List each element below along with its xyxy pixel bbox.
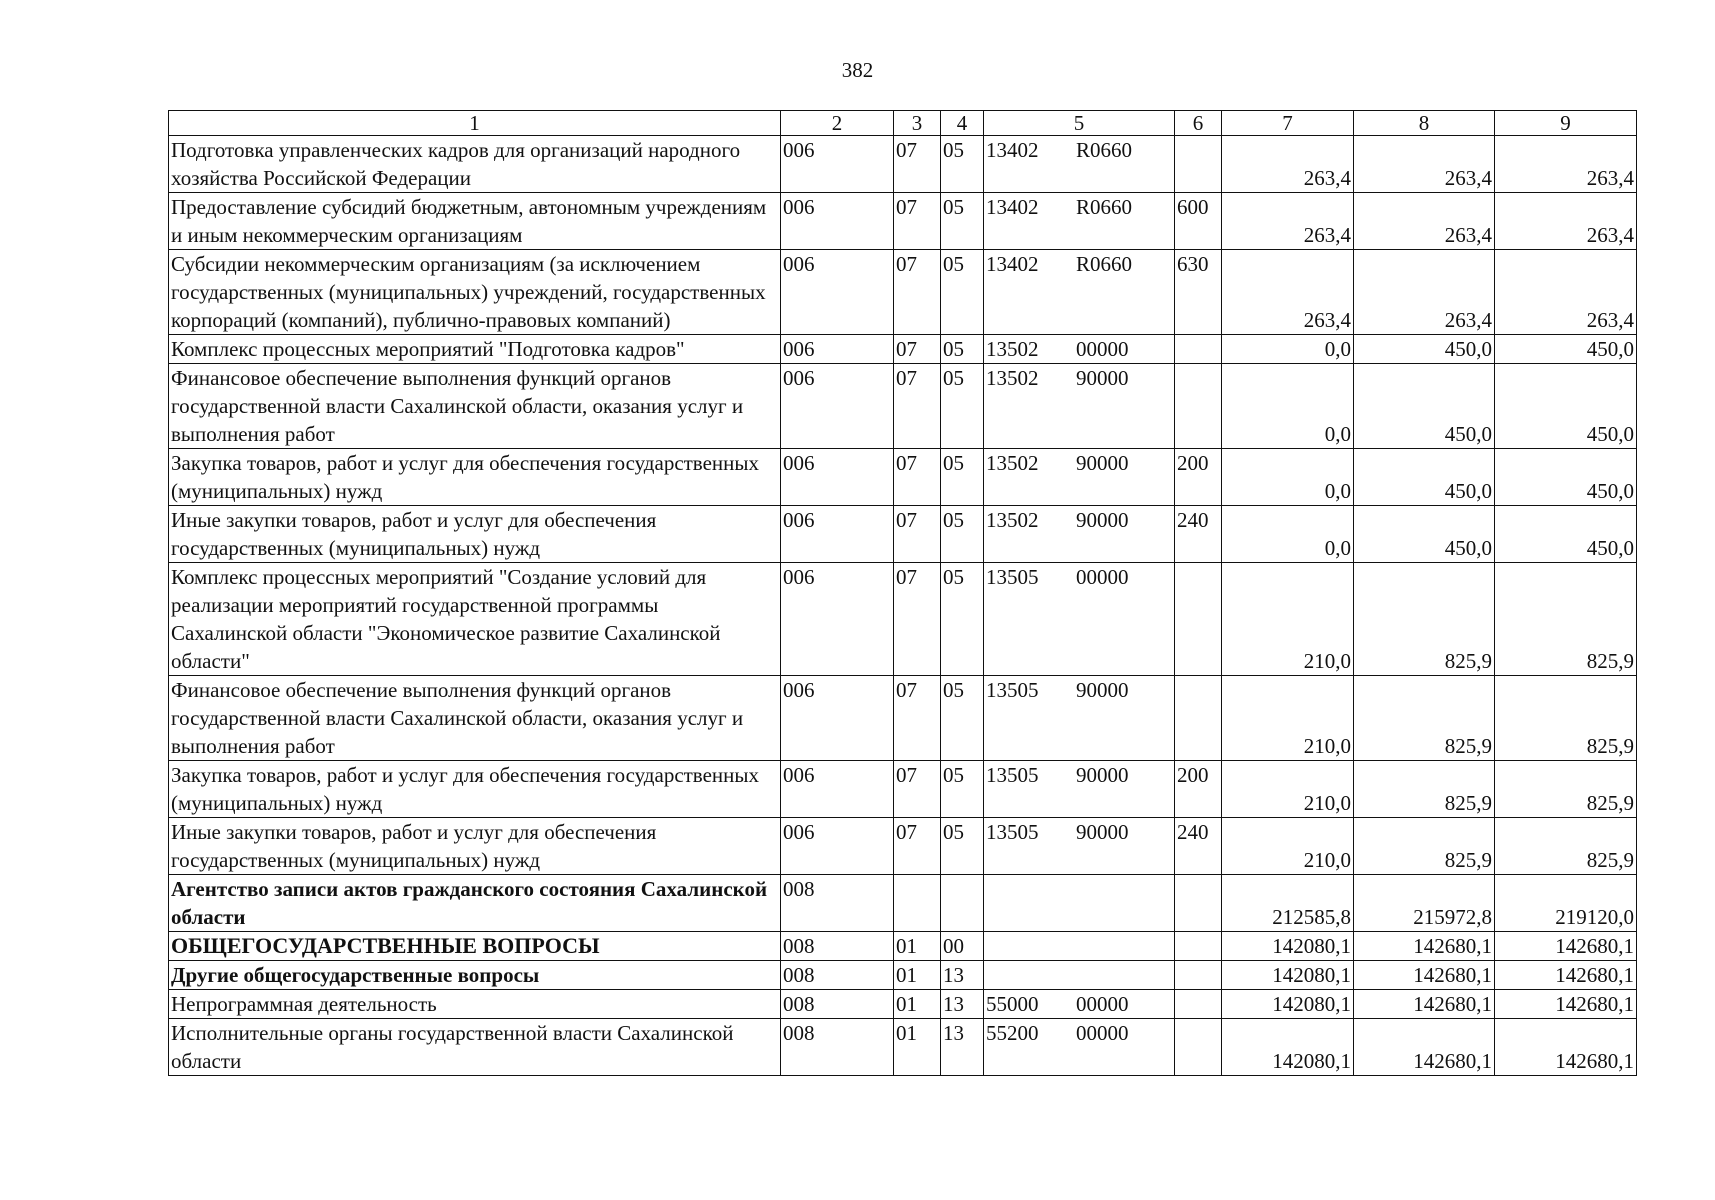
target-article-direction-code: 00000 <box>1076 1021 1129 1045</box>
amount-col7-cell: 0,0 <box>1222 335 1354 364</box>
amount-col7-cell: 142080,1 <box>1222 932 1354 961</box>
row-name-cell: Финансовое обеспечение выполнения функций органов государственной власти Сахалинской области, оказания услуг и выполнения работ <box>169 364 781 449</box>
ministry-code-cell: 008 <box>781 990 894 1019</box>
ministry-code-cell: 006 <box>781 761 894 818</box>
target-article-cell <box>984 449 1175 506</box>
amount-col7-cell: 263,4 <box>1222 250 1354 335</box>
amount-col8-cell: 142680,1 <box>1354 932 1495 961</box>
subsection-code-cell: 05 <box>941 818 984 875</box>
amount-col8-cell: 450,0 <box>1354 449 1495 506</box>
subsection-code-cell: 05 <box>941 506 984 563</box>
amount-col7-cell: 212585,8 <box>1222 875 1354 932</box>
expense-type-cell <box>1175 136 1222 193</box>
section-code-cell: 07 <box>894 506 941 563</box>
amount-col9-cell: 142680,1 <box>1495 961 1637 990</box>
target-article-cell <box>984 932 1175 961</box>
table-row <box>169 250 1637 335</box>
target-article-cell <box>984 136 1175 193</box>
target-article-program-code: 13505 <box>986 820 1039 844</box>
section-code-cell: 07 <box>894 676 941 761</box>
table-row <box>169 1019 1637 1076</box>
expense-type-cell <box>1175 1019 1222 1076</box>
table-row <box>169 136 1637 193</box>
target-article-direction-code: R0660 <box>1076 252 1133 276</box>
ministry-code-cell: 008 <box>781 932 894 961</box>
subsection-code-cell: 05 <box>941 563 984 676</box>
expense-type-cell <box>1175 563 1222 676</box>
target-article-program-code: 13502 <box>986 366 1039 390</box>
subsection-code-cell: 05 <box>941 364 984 449</box>
target-article-program-code: 13502 <box>986 451 1039 475</box>
budget-table <box>168 110 1637 1076</box>
ministry-code-cell: 006 <box>781 193 894 250</box>
row-name-cell: Другие общегосударственные вопросы <box>169 961 781 990</box>
amount-col7-cell: 210,0 <box>1222 818 1354 875</box>
amount-col7-cell: 210,0 <box>1222 563 1354 676</box>
amount-col7-cell: 210,0 <box>1222 761 1354 818</box>
row-name-cell: Субсидии некоммерческим организациям (за исключением государственных (муниципальных) учреждений, государственных корпораций (компаний), публично-правовых компаний) <box>169 250 781 335</box>
amount-col9-cell: 825,9 <box>1495 761 1637 818</box>
target-article-cell <box>984 563 1175 676</box>
target-article-cell <box>984 364 1175 449</box>
column-header-4: 4 <box>941 111 984 136</box>
subsection-code-cell: 05 <box>941 761 984 818</box>
section-code-cell: 07 <box>894 563 941 676</box>
ministry-code-cell: 006 <box>781 818 894 875</box>
expense-type-cell: 200 <box>1175 761 1222 818</box>
subsection-code-cell: 13 <box>941 961 984 990</box>
amount-col8-cell: 215972,8 <box>1354 875 1495 932</box>
section-code-cell: 07 <box>894 136 941 193</box>
subsection-code-cell: 05 <box>941 136 984 193</box>
amount-col8-cell: 142680,1 <box>1354 990 1495 1019</box>
amount-col8-cell: 263,4 <box>1354 193 1495 250</box>
row-name-cell: Иные закупки товаров, работ и услуг для обеспечения государственных (муниципальных) нужд <box>169 818 781 875</box>
target-article-direction-code: 90000 <box>1076 451 1129 475</box>
amount-col8-cell: 263,4 <box>1354 136 1495 193</box>
row-name-cell: Комплекс процессных мероприятий "Создание условий для реализации мероприятий государственной программы Сахалинской области "Экономическое развитие Сахалинской области" <box>169 563 781 676</box>
row-name-cell: ОБЩЕГОСУДАРСТВЕННЫЕ ВОПРОСЫ <box>169 932 781 961</box>
ministry-code-cell: 006 <box>781 506 894 563</box>
column-header-5: 5 <box>984 111 1175 136</box>
target-article-cell <box>984 818 1175 875</box>
target-article-program-code: 13402 <box>986 138 1039 162</box>
amount-col9-cell: 450,0 <box>1495 335 1637 364</box>
target-article-cell <box>984 335 1175 364</box>
amount-col9-cell: 450,0 <box>1495 449 1637 506</box>
amount-col8-cell: 825,9 <box>1354 818 1495 875</box>
column-header-9: 9 <box>1495 111 1637 136</box>
amount-col8-cell: 263,4 <box>1354 250 1495 335</box>
subsection-code-cell: 00 <box>941 932 984 961</box>
expense-type-cell: 240 <box>1175 818 1222 875</box>
target-article-direction-code: 00000 <box>1076 992 1129 1016</box>
section-code-cell: 07 <box>894 193 941 250</box>
row-name-cell: Закупка товаров, работ и услуг для обеспечения государственных (муниципальных) нужд <box>169 449 781 506</box>
expense-type-cell: 200 <box>1175 449 1222 506</box>
amount-col7-cell: 0,0 <box>1222 364 1354 449</box>
ministry-code-cell: 006 <box>781 676 894 761</box>
target-article-direction-code: R0660 <box>1076 195 1133 219</box>
target-article-cell <box>984 193 1175 250</box>
ministry-code-cell: 006 <box>781 250 894 335</box>
table-body <box>169 136 1637 1076</box>
target-article-program-code: 55000 <box>986 992 1039 1016</box>
subsection-code-cell <box>941 875 984 932</box>
target-article-program-code: 13502 <box>986 508 1039 532</box>
amount-col7-cell: 263,4 <box>1222 136 1354 193</box>
section-code-cell: 07 <box>894 818 941 875</box>
amount-col7-cell: 142080,1 <box>1222 1019 1354 1076</box>
target-article-cell <box>984 875 1175 932</box>
section-code-cell: 07 <box>894 250 941 335</box>
expense-type-cell <box>1175 932 1222 961</box>
amount-col9-cell: 219120,0 <box>1495 875 1637 932</box>
target-article-program-code: 13402 <box>986 195 1039 219</box>
target-article-program-code: 13402 <box>986 252 1039 276</box>
target-article-program-code: 55200 <box>986 1021 1039 1045</box>
subsection-code-cell: 05 <box>941 676 984 761</box>
expense-type-cell: 630 <box>1175 250 1222 335</box>
target-article-direction-code: 90000 <box>1076 678 1129 702</box>
table-row <box>169 676 1637 761</box>
column-header-7: 7 <box>1222 111 1354 136</box>
target-article-direction-code: R0660 <box>1076 138 1133 162</box>
amount-col8-cell: 450,0 <box>1354 335 1495 364</box>
target-article-cell <box>984 961 1175 990</box>
table-row <box>169 961 1637 990</box>
section-code-cell: 07 <box>894 761 941 818</box>
ministry-code-cell: 008 <box>781 875 894 932</box>
expense-type-cell <box>1175 364 1222 449</box>
table-row <box>169 506 1637 563</box>
target-article-program-code: 13502 <box>986 337 1039 361</box>
amount-col7-cell: 142080,1 <box>1222 961 1354 990</box>
target-article-direction-code: 00000 <box>1076 337 1129 361</box>
section-code-cell: 07 <box>894 449 941 506</box>
amount-col8-cell: 825,9 <box>1354 676 1495 761</box>
amount-col8-cell: 825,9 <box>1354 761 1495 818</box>
table-row <box>169 761 1637 818</box>
table-row <box>169 335 1637 364</box>
section-code-cell: 01 <box>894 961 941 990</box>
column-header-3: 3 <box>894 111 941 136</box>
amount-col9-cell: 825,9 <box>1495 818 1637 875</box>
expense-type-cell <box>1175 875 1222 932</box>
amount-col8-cell: 142680,1 <box>1354 1019 1495 1076</box>
section-code-cell: 01 <box>894 990 941 1019</box>
amount-col7-cell: 0,0 <box>1222 449 1354 506</box>
amount-col9-cell: 142680,1 <box>1495 990 1637 1019</box>
row-name-cell: Комплекс процессных мероприятий "Подготовка кадров" <box>169 335 781 364</box>
target-article-cell <box>984 676 1175 761</box>
amount-col7-cell: 210,0 <box>1222 676 1354 761</box>
row-name-cell: Предоставление субсидий бюджетным, автономным учреждениям и иным некоммерческим организациям <box>169 193 781 250</box>
amount-col9-cell: 142680,1 <box>1495 1019 1637 1076</box>
amount-col8-cell: 825,9 <box>1354 563 1495 676</box>
subsection-code-cell: 05 <box>941 250 984 335</box>
column-header-2: 2 <box>781 111 894 136</box>
section-code-cell: 01 <box>894 1019 941 1076</box>
amount-col7-cell: 142080,1 <box>1222 990 1354 1019</box>
subsection-code-cell: 05 <box>941 193 984 250</box>
amount-col7-cell: 0,0 <box>1222 506 1354 563</box>
table-row <box>169 875 1637 932</box>
section-code-cell: 01 <box>894 932 941 961</box>
expense-type-cell <box>1175 961 1222 990</box>
section-code-cell <box>894 875 941 932</box>
amount-col9-cell: 450,0 <box>1495 506 1637 563</box>
amount-col9-cell: 825,9 <box>1495 676 1637 761</box>
ministry-code-cell: 006 <box>781 136 894 193</box>
subsection-code-cell: 05 <box>941 335 984 364</box>
column-header-1: 1 <box>169 111 781 136</box>
table-row <box>169 449 1637 506</box>
row-name-cell: Непрограммная деятельность <box>169 990 781 1019</box>
target-article-program-code: 13505 <box>986 763 1039 787</box>
column-header-6: 6 <box>1175 111 1222 136</box>
amount-col9-cell: 263,4 <box>1495 250 1637 335</box>
target-article-direction-code: 90000 <box>1076 508 1129 532</box>
amount-col9-cell: 263,4 <box>1495 193 1637 250</box>
ministry-code-cell: 006 <box>781 449 894 506</box>
table-row <box>169 818 1637 875</box>
target-article-cell <box>984 1019 1175 1076</box>
target-article-direction-code: 00000 <box>1076 565 1129 589</box>
ministry-code-cell: 006 <box>781 335 894 364</box>
expense-type-cell <box>1175 990 1222 1019</box>
amount-col9-cell: 450,0 <box>1495 364 1637 449</box>
target-article-cell <box>984 506 1175 563</box>
target-article-direction-code: 90000 <box>1076 763 1129 787</box>
row-name-cell: Подготовка управленческих кадров для организаций народного хозяйства Российской Федерации <box>169 136 781 193</box>
expense-type-cell: 240 <box>1175 506 1222 563</box>
amount-col7-cell: 263,4 <box>1222 193 1354 250</box>
table-row <box>169 364 1637 449</box>
table-row <box>169 193 1637 250</box>
target-article-cell <box>984 761 1175 818</box>
section-code-cell: 07 <box>894 335 941 364</box>
amount-col8-cell: 450,0 <box>1354 506 1495 563</box>
row-name-cell: Закупка товаров, работ и услуг для обеспечения государственных (муниципальных) нужд <box>169 761 781 818</box>
ministry-code-cell: 008 <box>781 961 894 990</box>
section-code-cell: 07 <box>894 364 941 449</box>
table-row <box>169 932 1637 961</box>
target-article-direction-code: 90000 <box>1076 366 1129 390</box>
amount-col9-cell: 142680,1 <box>1495 932 1637 961</box>
target-article-program-code: 13505 <box>986 678 1039 702</box>
target-article-direction-code: 90000 <box>1076 820 1129 844</box>
table-row <box>169 563 1637 676</box>
amount-col8-cell: 450,0 <box>1354 364 1495 449</box>
row-name-cell: Агентство записи актов гражданского состояния Сахалинской области <box>169 875 781 932</box>
expense-type-cell <box>1175 335 1222 364</box>
amount-col9-cell: 825,9 <box>1495 563 1637 676</box>
column-header-8: 8 <box>1354 111 1495 136</box>
expense-type-cell <box>1175 676 1222 761</box>
subsection-code-cell: 13 <box>941 1019 984 1076</box>
row-name-cell: Финансовое обеспечение выполнения функций органов государственной власти Сахалинской области, оказания услуг и выполнения работ <box>169 676 781 761</box>
ministry-code-cell: 006 <box>781 364 894 449</box>
page-number: 382 <box>841 58 874 82</box>
row-name-cell: Исполнительные органы государственной власти Сахалинской области <box>169 1019 781 1076</box>
target-article-cell <box>984 990 1175 1019</box>
target-article-cell <box>984 250 1175 335</box>
expense-type-cell: 600 <box>1175 193 1222 250</box>
amount-col8-cell: 142680,1 <box>1354 961 1495 990</box>
amount-col9-cell: 263,4 <box>1495 136 1637 193</box>
table-row <box>169 990 1637 1019</box>
subsection-code-cell: 13 <box>941 990 984 1019</box>
subsection-code-cell: 05 <box>941 449 984 506</box>
ministry-code-cell: 006 <box>781 563 894 676</box>
target-article-program-code: 13505 <box>986 565 1039 589</box>
header-row <box>169 111 1637 136</box>
ministry-code-cell: 008 <box>781 1019 894 1076</box>
row-name-cell: Иные закупки товаров, работ и услуг для обеспечения государственных (муниципальных) нужд <box>169 506 781 563</box>
